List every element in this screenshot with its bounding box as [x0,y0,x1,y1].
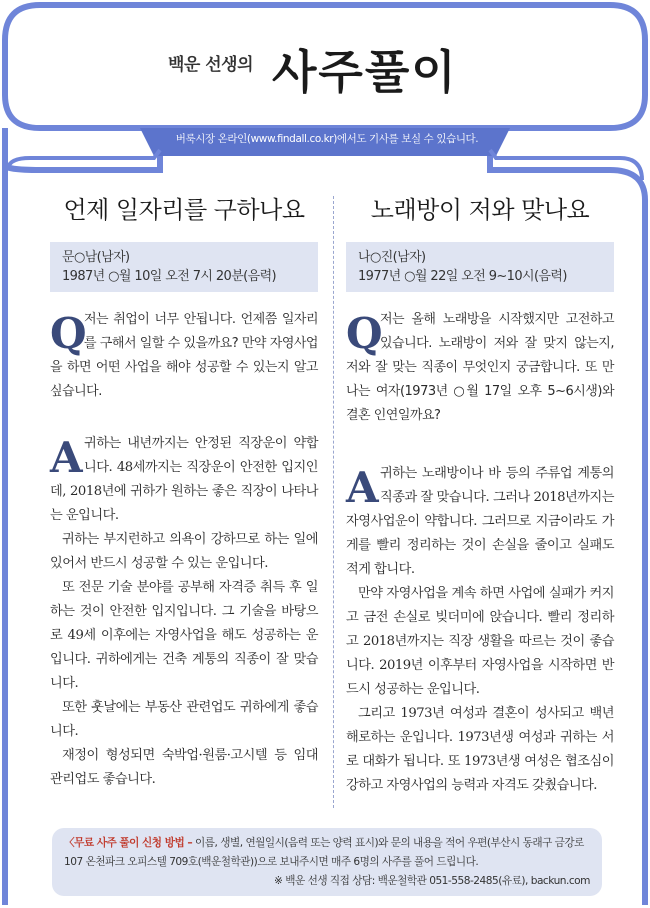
left-question-text: 저는 취업이 너무 안됩니다. 언제쯤 일자리를 구해서 일할 수 있을까요? 만약 자영사업을 하면 어떤 사업을 해야 성공할 수 있는지 알고 싶습니다. [50,312,318,399]
online-banner: 버룩시장 온라인(www.findall.co.kr)에서도 기사를 보실 수 있습니다. [175,133,479,145]
left-person-info [50,242,318,292]
q-icon: Q [50,309,87,358]
right-answer-p1: 귀하는 노래방이나 바 등의 주류업 계통의 직종과 잘 맞습니다. 그러나 2018년까지는 자영사업운이 약합니다. 그러므로 지금이라도 가게를 빨리 정리하는 것이 손실을 줄이고 실패도 적게 합니다. [346,466,614,577]
left-title: 언제 일자리를 구하나요 [63,196,305,224]
footer-contact: ※ 백운 선생 직접 상담: 백운철학관 051-558-2485(유료), backun.com [274,875,590,887]
left-person-birth: 1987년 ○월 10일 오전 7시 20분(음력) [62,269,277,284]
footer-application [64,834,590,872]
right-person-info [346,242,614,292]
left-person-name: 문○남(남자) [62,250,130,265]
footer-lead: 〈무료 사주 풀이 신청 방법 – [64,837,193,849]
a-icon: A [346,463,379,512]
left-answer-p1: 귀하는 내년까지는 안정된 직장운이 약합니다. 48세까지는 직장운이 안전한 입지인데, 2018년에 귀하가 원하는 좋은 직장이 나타나는 운입니다. [50,436,318,523]
right-answer-p2: 만약 자영사업을 계속 하면 사업에 실패가 커지고 금전 손실로 빚더미에 앉습니다. 빨리 정리하고 2018년까지는 직장 생활을 따르는 것이 좋습니다. 2019년 이후부터 자영사업을 시작하면 반드시 성공하는 운입니다. [346,586,614,697]
left-column [50,190,318,792]
left-answer-p2: 귀하는 부지런하고 의욕이 강하므로 하는 일에 있어서 반드시 성공할 수 있는 운입니다. [50,532,318,571]
left-answer-p5: 재정이 형성되면 숙박업·원룸·고시텔 등 임대 관리업도 좋습니다. [50,748,318,787]
right-question-text: 저는 올해 노래방을 시작했지만 고전하고 있습니다. 노래방이 저와 잘 맞지 않는지, 저와 잘 맞는 직종이 무엇인지 궁금합니다. 또 만나는 여자(1973년 ○월 17일 오후 5~6시생)와 결혼 인연일까요? [346,312,614,423]
right-question [346,308,614,428]
column-divider [333,196,334,808]
right-answer-p3: 그리고 1973년 여성과 결혼이 성사되고 백년해로하는 운입니다. 1973년생 여성과 귀하는 서로 대화가 됩니다. 또 1973년생 여성은 협조심이 강하고 자영사업의 능력과 자격도 갖췄습니다. [346,706,614,793]
left-answer-p4: 또한 훗날에는 부동산 관련업도 귀하에게 좋습니다. [50,700,318,739]
footer-body: 이름, 생별, 연월일시(음력 또는 양력 표시)와 문의 내용을 적어 우편(부산시 동래구 금강로 107 온천파크 오피스텔 709호(백운철학관))으로 보내주시면 매주 6명의 사주를 풀어 드립니다. [64,837,584,868]
header-title: 사주풀이 [272,45,458,99]
right-person-birth: 1977년 ○월 22일 오전 9~10시(음력) [358,269,567,284]
header-subtitle: 백운 선생의 [168,55,254,75]
left-question [50,308,318,404]
a-icon: A [50,433,83,482]
q-icon: Q [346,309,383,358]
footer-info [52,828,602,896]
left-answer [50,432,318,792]
right-answer [346,462,614,798]
right-title: 노래방이 저와 맞나요 [370,196,590,224]
left-answer-p3: 또 전문 기술 분야를 공부해 자격증 취득 후 일하는 것이 안전한 입지입니다. 그 기술을 바탕으로 49세 이후에는 자영사업을 해도 성공하는 운입니다. 귀하에게는 건축 계통의 직종이 잘 맞습니다. [50,580,318,691]
right-person-name: 나○진(남자) [358,250,426,265]
right-column [346,190,614,798]
